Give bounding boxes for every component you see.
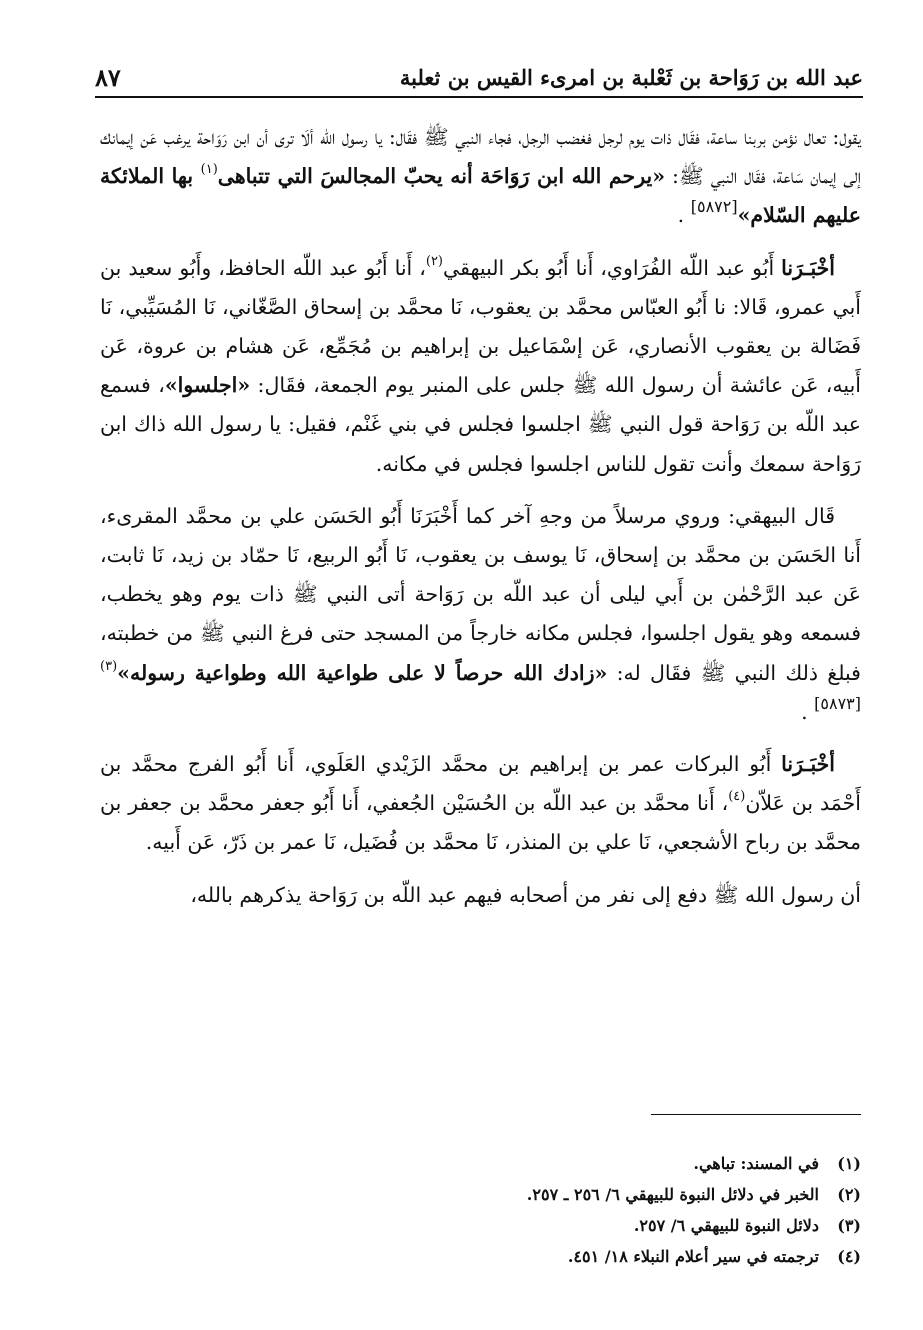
hadith-quote: «يرحم الله ابن رَوَاحَة أنه يحبّ المجالسَ التي تتباهى (217, 164, 666, 189)
header-title: عبد الله بن رَوَاحة بن ثَعْلبة بن امرىء القيس بن ثعلبة (399, 65, 863, 90)
footnote-text: دلائل النبوة للبيهقي ٦/ ٢٥٧. (633, 1216, 819, 1235)
paragraph-4 (100, 745, 861, 863)
main-text (100, 118, 861, 928)
footnote-item (100, 1210, 861, 1241)
paragraph-text-continued: ، أَنا محمَّد بن عبد اللّه بن الحُسَيْن الجُعفي، أَنا أَبُو جعفر محمَّد بن جعفر بن محمَّد بن رباح الأشجعي، نَا علي بن المنذر، نَا محمَّد بن فُضَيل، نَا عمر بن ذَرّ، عَن أَبيه. (100, 791, 861, 855)
footnote-number: (١) (837, 1154, 861, 1173)
hadith-reference-number: [٥٨٧٣] (814, 693, 861, 713)
paragraph-5 (100, 876, 861, 915)
page-number: ٨٧ (95, 63, 121, 92)
paragraph-text: قَال البيهقي: وروي مرسلاً من وجهِ آخر كما أَخْبَرَنَا أَبُو الحَسَن علي بن محمَّد المقرىء، أَنا الحَسَن بن محمَّد بن إسحاق، نَا يوسف بن يعقوب، نَا أَبُو الربيع، نَا حمّاد بن زيد، نَا ثابت، عَن عبد الرَّحْمٰن بن أَبي ليلى أن عبد اللّه بن رَوَاحة أتى النبي ﷺ ذات يوم وهو يخطب، فسمعه وهو يقول اجلسوا، فجلس مكانه خارجاً من المسجد حتى فرغ النبي ﷺ من خطبته، فبلغ ذلك النبي ﷺ فقَال له: (100, 503, 861, 685)
footnote-text: في المسند: تباهي. (693, 1154, 819, 1173)
hadith-quote: «اجلسوا» (164, 373, 251, 398)
hadith-quote: «زادك الله حرصاً لا على طواعية الله وطواعية رسوله» (117, 660, 608, 685)
hadith-quote-continued: بها الملائكة عليهم السّلام» (100, 164, 861, 228)
footnote-marker-4: (٤) (728, 789, 746, 805)
paragraph-text: أَبُو البركات عمر بن إبراهيم بن محمَّد الزَيْدي العَلَوي، أَنا أَبُو الفرج محمَّد بن أَحْمَد بن عَلاّن (100, 752, 861, 816)
paragraph-1 (100, 118, 861, 236)
paragraph-end: . (801, 699, 815, 724)
footnote-marker-3: (٣) (100, 658, 118, 674)
narration-lead-word: أخْبَـرَنا (781, 752, 835, 777)
footnote-item (100, 1148, 861, 1179)
footnote-marker-2: (٢) (425, 253, 443, 269)
footnote-marker-1: (١) (200, 162, 218, 178)
paragraph-3 (100, 497, 861, 732)
footnote-number: (٢) (837, 1185, 861, 1204)
footnote-text: ترجمته في سير أعلام النبلاء ١٨/ ٤٥١. (567, 1247, 819, 1266)
footnote-divider (651, 1114, 861, 1115)
footnotes (100, 1148, 861, 1272)
paragraph-text-continued: ، أَنا أَبُو عبد اللّه الحافظ، وأَبُو سعيد بن أَبي عمرو، قَالا: نا أَبُو العبّاس محمَّد بن يعقوب، نَا محمَّد بن إسحاق الصَّغّاني، نَا المُسَيِّبي، نَا فَضَالة بن يعقوب الأنصاري، عَن إسْمَاعيل بن إبراهيم بن مُجَمِّع، عَن هشام بن عروة، عَن أَبيه، عَن عائشة أن رسول الله ﷺ جلس على المنبر يوم الجمعة، فقَال: (100, 255, 862, 398)
paragraph-end: . (677, 203, 691, 228)
narration-lead-word: أخْبَـرَنا (781, 255, 835, 280)
paragraph-text: أَبُو عبد اللّه الفُرَاوي، أَنا أَبُو بكر البيهقي (443, 255, 782, 280)
paragraph-text-end: ، فسمع عبد اللّه بن رَوَاحة قول النبي ﷺ اجلسوا فجلس في بني غَنْم، فقيل: يا رسول الله ذاك ابن رَوَاحة سمعك وأنت تقول للناس اجلسوا فجلس في مكانه. (100, 373, 861, 476)
footnote-number: (٤) (837, 1247, 861, 1266)
footnote-text: الخبر في دلائل النبوة للبيهقي ٦/ ٢٥٦ ـ ٢٥٧. (526, 1185, 819, 1204)
paragraph-text: يقول: تعال نؤمن بربنا ساعة، فقَال ذات يوم لرجل فغضب الرجل، فجاء النبي ﷺ فقَال: يا رسول الله ألَا ترى أن ابن رَوَاحة يرغب عَن إيمانك إلى إيمان سَاعة، فقَال النبي ﷺ: (100, 125, 861, 189)
hadith-reference-number: [٥٨٧٢] (690, 197, 738, 217)
running-header (95, 52, 863, 98)
footnote-item (100, 1241, 861, 1272)
footnote-number: (٣) (837, 1216, 861, 1235)
footnote-item (100, 1179, 861, 1210)
paragraph-2 (100, 249, 861, 484)
paragraph-text: أن رسول الله ﷺ دفع إلى نفر من أصحابه فيهم عبد اللّه بن رَوَاحة يذكرهم بالله، (190, 882, 861, 907)
